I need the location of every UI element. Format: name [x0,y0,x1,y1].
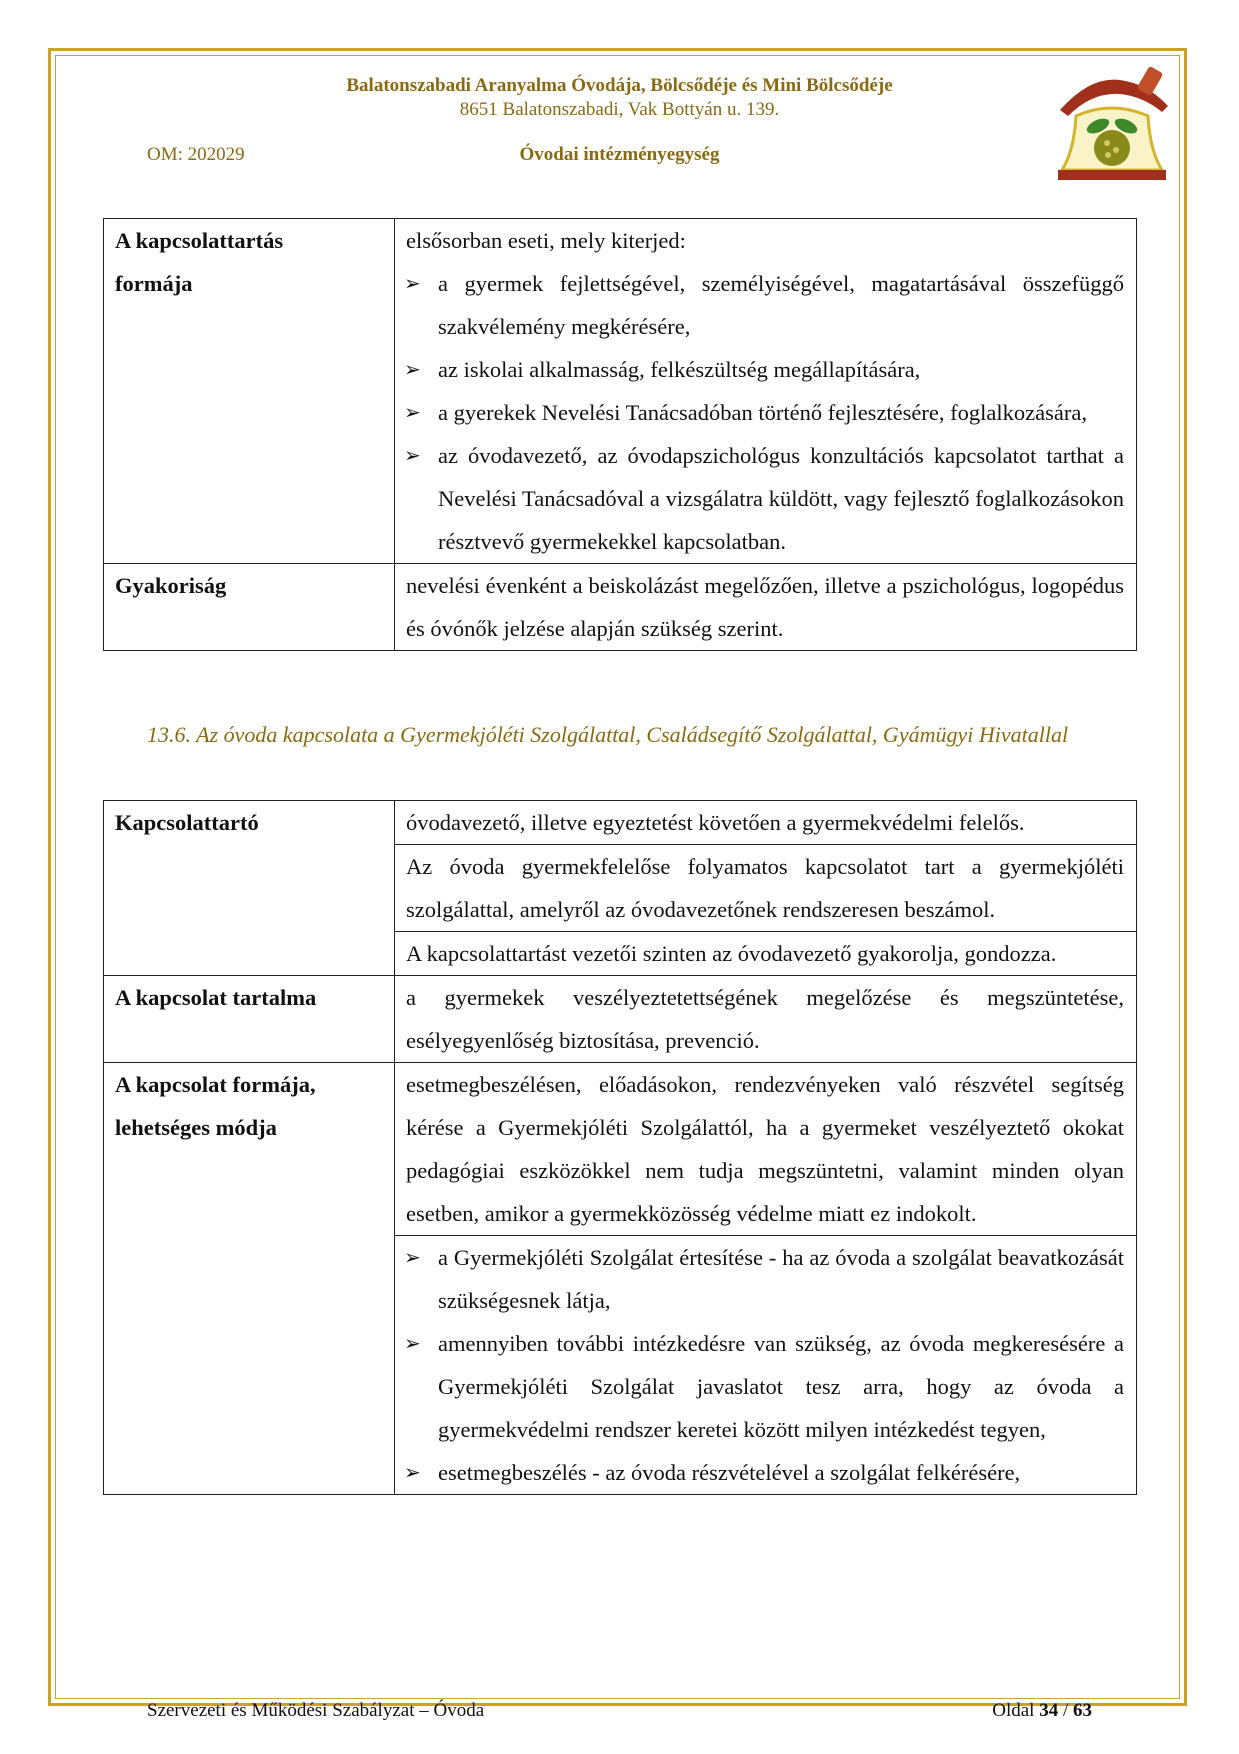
label-line: A kapcsolat formája, [115,1072,316,1097]
label-line: lehetséges módja [115,1115,277,1140]
label-line: formája [115,271,193,296]
arrowhead-bullet-icon: ➢ [404,1331,421,1355]
row-label-form-method [104,1063,395,1495]
table-row [104,564,1137,651]
arrowhead-bullet-icon: ➢ [404,1460,421,1484]
row-content-contact-person: A kapcsolattartást vezetői szinten az óvodavezető gyakorolja, gondozza. [395,932,1137,976]
bullet-list [406,262,1124,563]
footer-document-title: Szervezeti és Működési Szabályzat – Óvoda [147,1700,485,1721]
table-row [104,219,1137,564]
row-label-contact-person: Kapcsolattartó [104,801,395,976]
header-unit: Óvodai intézményegység [519,144,720,165]
table-row [104,976,1137,1063]
header-org-name: Balatonszabadi Aranyalma Óvodája, Bölcsődéje és Mini Bölcsődéje [346,75,893,96]
arrowhead-bullet-icon: ➢ [404,443,421,467]
row-content-contact-person: Az óvoda gyermekfelelőse folyamatos kapcsolatot tart a gyermekjóléti szolgálattal, amelyről az óvodavezetőnek rendszeresen beszámol. [395,845,1137,932]
footer-page-number: Oldal 34 / 63 [992,1700,1092,1721]
row-label-content: A kapcsolat tartalma [104,976,395,1063]
row-label-frequency: Gyakoriság [104,564,395,651]
label-line: A kapcsolattartás [115,228,284,253]
bullet-list [406,1236,1124,1494]
row-label-form [104,219,395,564]
arrowhead-bullet-icon: ➢ [404,1245,421,1269]
header-address: 8651 Balatonszabadi, Vak Bottyán u. 139. [459,99,780,120]
list-item: ➢ amennyiben további intézkedésre van szükség, az óvoda megkeresésére a Gyermekjóléti Szolgálat javaslatot tesz arra, hogy az óvoda a gyermekvédelmi rendszer keretei között milyen intézkedést tegyen, [406,1322,1124,1451]
arrowhead-bullet-icon: ➢ [404,271,421,295]
row-content-frequency: nevelési évenként a beiskolázást megelőzően, illetve a pszichológus, logopédus és óvónők jelzése alapján szükség szerint. [395,564,1137,651]
list-item: ➢ az óvodavezető, az óvodapszichológus konzultációs kapcsolatot tarthat a Nevelési Tanácsadóval a vizsgálatra küldött, vagy fejlesztő foglalkozásokon résztvevő gyermekekkel kapcsolatban. [406,434,1124,563]
table-row [104,801,1137,845]
list-item: ➢ a gyermek fejlettségével, személyiségével, magatartásával összefüggő szakvélemény megkérésére, [406,262,1124,348]
row-content-form-method: esetmegbeszélésen, előadásokon, rendezvényeken való részvétel segítség kérése a Gyermekjóléti Szolgálattól, ha a gyermeket veszélyeztető okokat pedagógiai eszközökkel nem tudja megszüntetni, valamint minden olyan esetben, amikor a gyermekközösség védelme miatt ez indokolt. [395,1063,1137,1236]
list-item: ➢ az iskolai alkalmasság, felkészültség megállapítására, [406,348,1124,391]
intro-text: elsősorban eseti, mely kiterjed: [406,228,686,253]
contact-table-child-welfare [103,800,1137,1495]
row-content-form [395,219,1137,564]
list-item: ➢ a gyerekek Nevelési Tanácsadóban történő fejlesztésére, foglalkozására, [406,391,1124,434]
table-row [104,1063,1137,1236]
header-om: OM: 202029 [147,144,245,165]
row-content-content: a gyermekek veszélyeztetettségének megelőzése és megszüntetése, esélyegyenlőség biztosítása, prevenció. [395,976,1137,1063]
list-item: ➢ a Gyermekjóléti Szolgálat értesítése - ha az óvoda a szolgálat beavatkozását szükségesnek látja, [406,1236,1124,1322]
contact-table-counseling [103,218,1137,651]
arrowhead-bullet-icon: ➢ [404,400,421,424]
row-content-contact-person: óvodavezető, illetve egyeztetést követően a gyermekvédelmi felelős. [395,801,1137,845]
kindergarten-logo-icon [1050,66,1174,184]
row-content-form-method-list [395,1236,1137,1495]
list-item: ➢ esetmegbeszélés - az óvoda részvételével a szolgálat felkérésére, [406,1451,1124,1494]
arrowhead-bullet-icon: ➢ [404,357,421,381]
section-heading: 13.6. Az óvoda kapcsolata a Gyermekjóléti Szolgálattal, Családsegítő Szolgálattal, Gyámügyi Hivatallal [147,722,1069,747]
